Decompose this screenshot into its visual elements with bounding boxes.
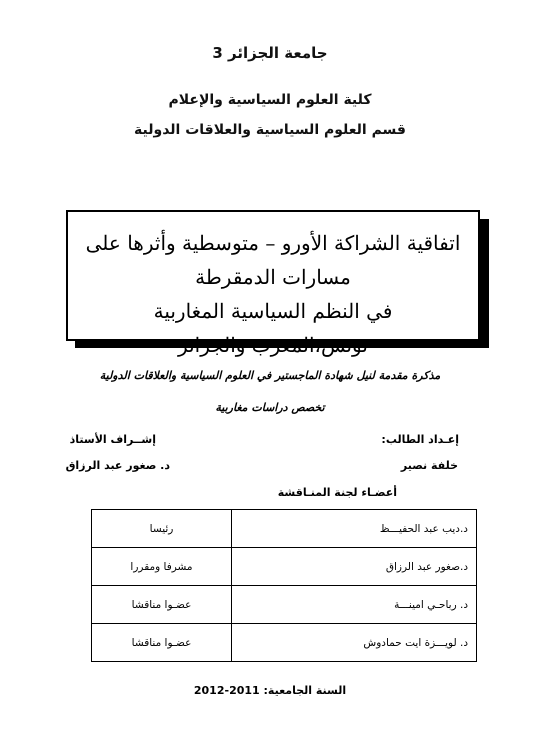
committee-member: د. رباحـي امينـــة — [232, 586, 477, 624]
specialization: تخصص دراسات مغاربية — [215, 401, 325, 414]
committee-role: مشرفا ومقررا — [92, 548, 232, 586]
table-row — [92, 548, 477, 586]
supervisor-name: د. صغور عبد الرزاق — [65, 459, 170, 472]
committee-role: عضـوا مناقشا — [92, 586, 232, 624]
committee-role: عضـوا مناقشا — [92, 624, 232, 662]
table-row — [92, 510, 477, 548]
faculty-name: كلية العلوم السياسية والإعلام — [168, 92, 372, 108]
committee-role: رئيسا — [92, 510, 232, 548]
student-label: إعـداد الطالب: — [381, 433, 459, 446]
university-name: جامعة الجزائر 3 — [212, 44, 328, 62]
degree-statement: مذكرة مقدمة لنيل شهادة الماجستير في العلوم السياسية والعلاقات الدولية — [99, 369, 441, 382]
academic-year: السنة الجامعية: 2011-2012 — [193, 684, 347, 697]
department-name: قسم العلوم السياسية والعلاقات الدولية — [134, 122, 406, 138]
committee-member: د. لويـــزة ايت حمادوش — [232, 624, 477, 662]
student-name: خلفة نصير — [400, 459, 458, 472]
committee-label: أعضـاء لجنة المنـاقشة — [277, 486, 397, 499]
thesis-title-box — [66, 210, 480, 357]
table-row — [92, 586, 477, 624]
supervisor-label: إشــراف الأستاذ — [69, 433, 156, 446]
committee-member: د.ديب عبد الحفيـــظ — [232, 510, 477, 548]
committee-member: د.صغور عبد الرزاق — [232, 548, 477, 586]
thesis-title-line-3: تونس،المغرب والجزائر — [178, 333, 368, 357]
table-row — [92, 624, 477, 662]
committee-table — [91, 509, 477, 662]
thesis-title-line-1: اتفاقية الشراكة الأورو – متوسطية وأثرها على مسارات الدمقرطة — [85, 231, 461, 289]
thesis-title-line-2: في النظم السياسية المغاربية — [153, 299, 393, 323]
